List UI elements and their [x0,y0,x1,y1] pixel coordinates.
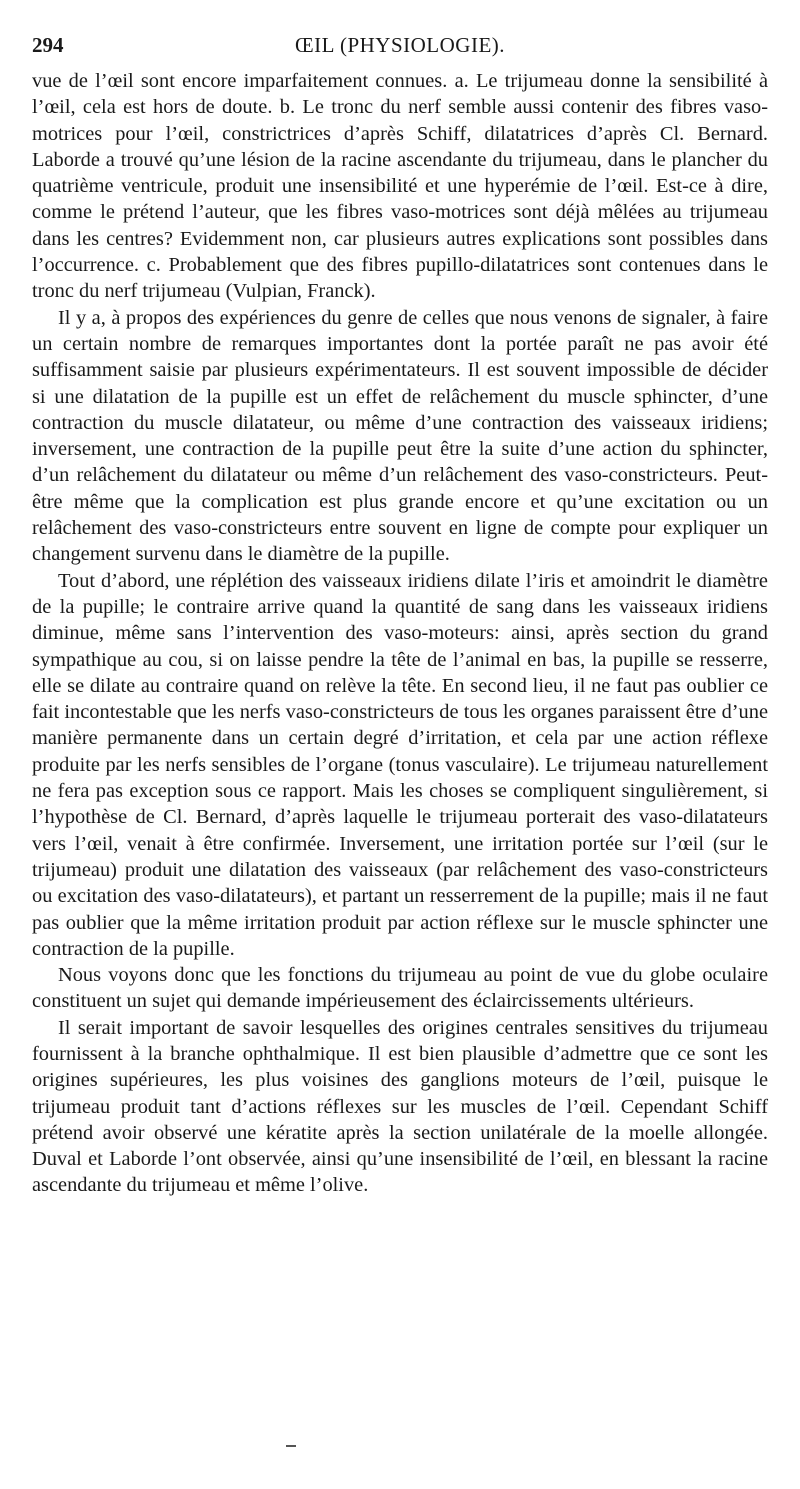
paragraph: Tout d’abord, une réplétion des vaisseaux iridiens dilate l’iris et amoindrit le diamètre de la pupille; le contraire arrive quand la quantité de sang dans les vaisseaux iridiens diminue, même sans l’intervention des vaso-moteurs: ainsi, après section du grand sympathique au cou, si on laisse pendre la tête de l’animal en bas, la pupille se resserre, elle se dilate au contraire quand on relève la tête. En second lieu, il ne faut pas oublier ce fait incontestable que les nerfs vaso-constricteurs de tous les organes paraissent être d’une manière permanente dans un certain degré d’irritation, et cela par une action réflexe produite par les nerfs sensibles de l’organe (tonus vasculaire). Le trijumeau naturellement ne fera pas exception sous ce rapport. Mais les choses se compliquent singulièrement, si l’hypothèse de Cl. Bernard, d’après laquelle le trijumeau porterait des vaso-dilatateurs vers l’œil, venait à être confirmée. Inversement, une irritation portée sur l’œil (sur le trijumeau) produit une dilatation des vaisseaux (par relâchement des vaso-constricteurs ou excitation des vaso-dilatateurs), et partant un resserrement de la pupille; mais il ne faut pas oublier que la même irritation produit par action réflexe sur le muscle sphincter une contraction de la pupille. [32,569,768,960]
paragraph: Nous voyons donc que les fonctions du trijumeau au point de vue du globe oculaire constituent un sujet qui demande impérieusement des éclaircissements ultérieurs. [32,964,768,1013]
running-head [32,30,768,60]
page-number: 294 [32,33,64,57]
paragraph: Il y a, à propos des expériences du genre de celles que nous venons de signaler, à faire un certain nombre de remarques importantes dont la portée paraît ne pas avoir été suffisamment saisie par plusieurs expérimentateurs. Il est souvent impossible de décider si une dilatation de la pupille est un effet de relâchement du muscle sphincter, d’une contraction du muscle dilatateur, ou même d’une contraction des vaisseaux iridiens; inversement, une contraction de la pupille peut être la suite d’une action du sphincter, d’un relâchement du dilatateur ou même d’un relâchement des vaso-constricteurs. Peut-être même que la complication est plus grande encore et qu’une excitation ou un relâchement des vaso-constricteurs entre souvent en ligne de compte pour expliquer un changement survenu dans le diamètre de la pupille. [32,306,768,566]
page-mark [286,1445,296,1447]
paragraph: vue de l’œil sont encore imparfaitement connues. a. Le trijumeau donne la sensibilité à l’œil, cela est hors de doute. b. Le tronc du nerf semble aussi contenir des fibres vaso-motrices pour l’œil, constrictrices d’après Schiff, dilatatrices d’après Cl. Bernard. Laborde a trouvé qu’une lésion de la racine ascendante du trijumeau, dans le plancher du quatrième ventricule, produit une insensibilité et une hyperémie de l’œil. Est-ce à dire, comme le prétend l’auteur, que les fibres vaso-motrices sont déjà mêlées au trijumeau dans les centres? Evidemment non, car plusieurs autres explications sont possibles dans l’occurrence. c. Probablement que des fibres pupillo-dilatatrices sont contenues dans le tronc du nerf trijumeau (Vulpian, Franck). [32,70,768,303]
body-text [32,68,768,1199]
running-title: ŒIL (PHYSIOLOGIE). [294,33,506,57]
book-page [32,30,768,1199]
paragraph: Il serait important de savoir lesquelles des origines centrales sensitives du trijumeau fournissent à la branche ophthalmique. Il est bien plausible d’admettre que ce sont les origines supérieures, les plus voisines des ganglions moteurs de l’œil, puisque le trijumeau produit tant d’actions réflexes sur les muscles de l’œil. Cependant Schiff prétend avoir observé une kératite après la section unilatérale de la moelle allongée. Duval et Laborde l’ont observée, ainsi qu’une insensibilité de l’œil, en blessant la racine ascendante du trijumeau et même l’olive. [32,1016,768,1197]
